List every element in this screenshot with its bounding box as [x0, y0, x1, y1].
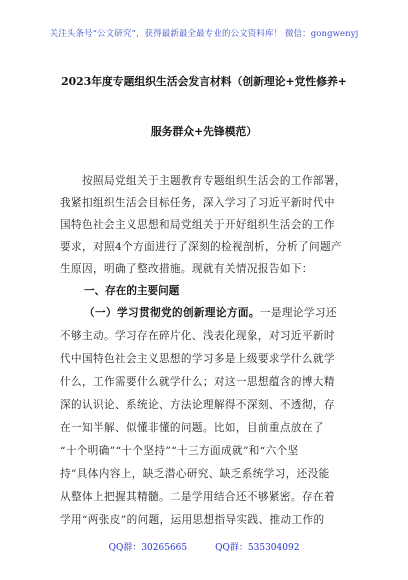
body-line-5: 在一知半解、似懂非懂的问题。比如，目前重点放在了: [60, 422, 324, 434]
body-line-7: 持”具体内容上，缺乏潜心研究、缺乏系统学习，还没能: [60, 468, 330, 480]
subsection-heading: （一）学习贯彻党的创新理论方面。: [84, 307, 260, 319]
footer-qq-group-1: QQ群：30265665: [108, 543, 188, 553]
intro-line-3: 国特色社会主义思想和局党组关于开好组织生活会的工作: [60, 219, 335, 231]
document-title-line-1: 2023年度专题组织生活会发言材料（创新理论+党性修养+: [61, 75, 347, 88]
intro-line-4: 要求，对照4个方面进行了深刻的检视剖析，分析了问题产: [60, 241, 342, 253]
body-line-1: 不够主动。学习存在碎片化、浅表化现象，对习近平新时: [60, 330, 335, 342]
footer-qq-group-2: QQ群：535304092: [215, 543, 300, 553]
body-line-9: 学用“两张皮”的问题，运用思想指导实践、推动工作的: [60, 514, 325, 526]
promo-banner: 关注头条号“公文研究”，获得最新最全最专业的公文资料库！ 微信：gongwenyj: [49, 29, 359, 39]
body-line-2: 代中国特色社会主义思想的学习多是上级要求学什么就学: [60, 353, 335, 365]
subsection-lead-rest: 一是理论学习还: [259, 307, 337, 319]
footer-contact: [0, 540, 408, 553]
intro-line-5: 生原因，明确了整改措施。现就有关情况报告如下：: [60, 263, 313, 275]
body-line-6: “十个明确”“十个坚持”“十三方面成就”和“六个坚: [60, 445, 299, 457]
body-line-4: 深的认识论、系统论、方法论理解得不深刻、不透彻，存: [60, 399, 335, 411]
section-heading-problems: 一、存在的主要问题: [84, 285, 180, 297]
intro-line-1: 按照局党组关于主题教育专题组织生活会的工作部署，: [82, 175, 346, 187]
intro-line-2: 我紧扣组织生活会目标任务，深入学习了习近平新时代中: [60, 197, 335, 209]
subsection-lead-line: [84, 305, 384, 320]
body-line-8: 从整体上把握其精髓。二是学用结合还不够紧密。存在着: [60, 491, 335, 503]
body-line-3: 什么，工作需要什么就学什么；对这一思想蕴含的博大精: [60, 376, 335, 388]
document-title-line-2: 服务群众+先锋模范）: [150, 125, 258, 138]
